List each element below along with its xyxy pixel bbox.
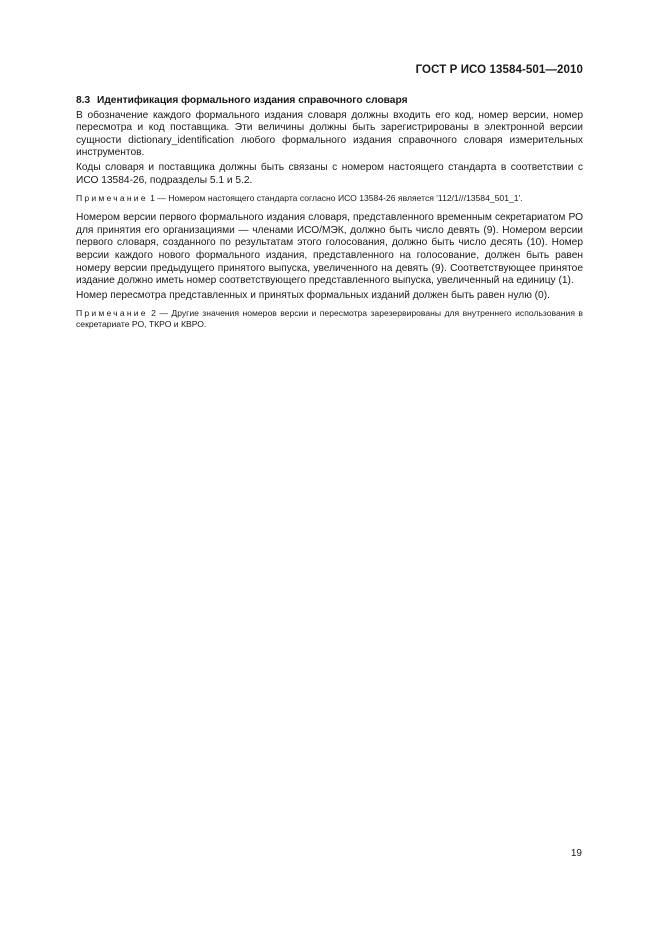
- note-2-label: Примечание: [76, 308, 148, 319]
- section-heading: [76, 95, 583, 108]
- page-number: 19: [570, 848, 582, 859]
- paragraph-codes: Коды словаря и поставщика должны быть связаны с номером настоящего стандарта в соответствии с ИСО 13584-26, подразделы 5.1 и 5.2.: [76, 161, 583, 186]
- paragraph-version-numbers: Номером версии первого формального издания словаря, представленного временным секретариатом РО для принятия его организациями — членами ИСО/МЭК, должно быть число девять (9). Номером версии первого словаря, созданного по результатам этого голосования, должно быть число десять (10). Номер версии каждого нового формального издания, представленного на голосование, должен быть равен номеру версии предыдущего принятого выпуска, увеличенного на девять (9). Соответствующее принятое издание должно иметь номер соответствующего представленного выпуска, увеличенный на единицу (1).: [76, 212, 583, 287]
- document-body: [76, 95, 583, 338]
- note-2-text: 2 — Другие значения номеров версии и пересмотра зарезервированы для внутреннего использования в секретариате РО, ТКРО и КВРО.: [76, 308, 583, 330]
- section-number: 8.3: [76, 95, 91, 106]
- paragraph-identification: В обозначение каждого формального издания словаря должны входить его код, номер версии, номер пересмотра и код поставщика. Эти величины должны быть зарегистрированы в электронной версии сущности dictionary_identification любого формального издания справочного словаря измерительных инструментов.: [76, 109, 583, 159]
- section-title: Идентификация формального издания справочного словаря: [97, 95, 408, 106]
- note-1-label: Примечание: [76, 193, 148, 204]
- standard-header: ГОСТ Р ИСО 13584-501—2010: [415, 64, 583, 76]
- paragraph-revision-number: Номер пересмотра представленных и принятых формальных изданий должен быть равен нулю (0).: [76, 289, 550, 301]
- note-1-text: 1 — Номером настоящего стандарта согласно ИСО 13584-26 является '112/1///13584_501_1'.: [150, 193, 523, 204]
- note-1: [76, 193, 583, 204]
- note-2: [76, 308, 583, 330]
